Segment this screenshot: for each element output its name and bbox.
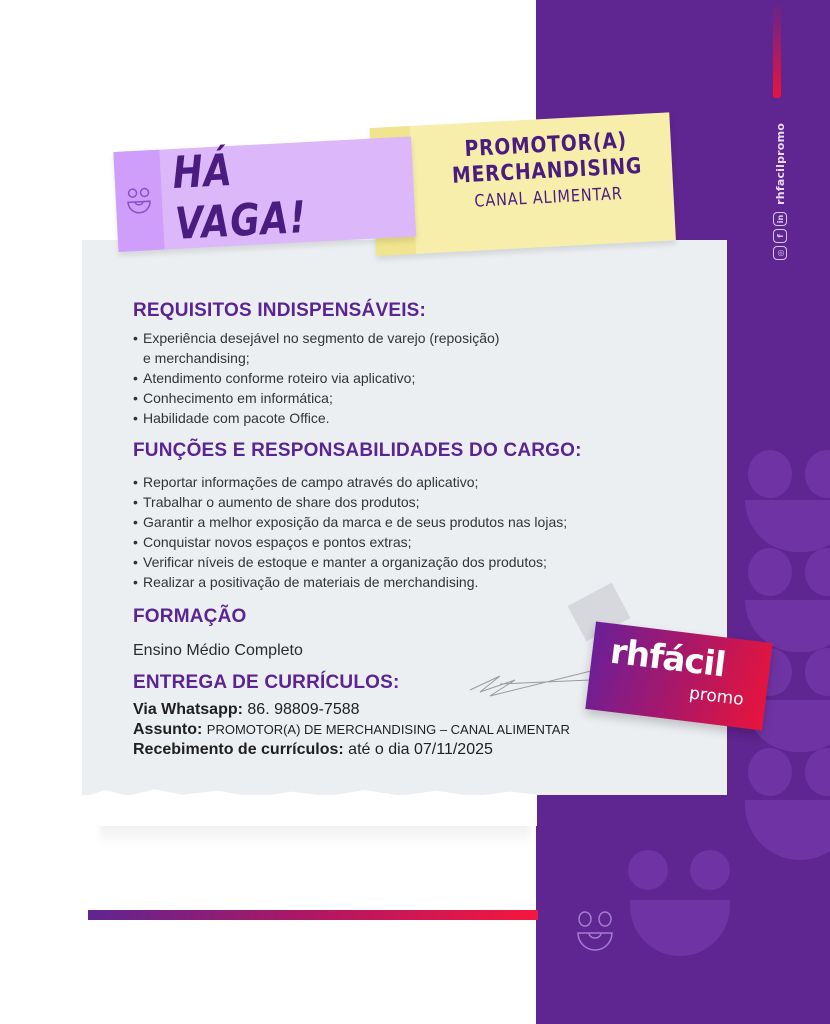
- assunto-label: Assunto:: [133, 721, 203, 738]
- instagram-icon[interactable]: ◎: [773, 246, 787, 260]
- recebimento-row: [133, 740, 693, 760]
- assunto-row: [133, 720, 693, 740]
- funcoes-heading: FUNÇÕES E RESPONSABILIDADES DO CARGO:: [133, 440, 582, 461]
- list-item: [133, 328, 693, 368]
- list-item: • Conhecimento em informática;: [133, 388, 693, 408]
- formacao-heading: FORMAÇÃO: [133, 606, 247, 627]
- ha-vaga-note: [113, 136, 416, 251]
- list-item: • Verificar níveis de estoque e manter a organização dos produtos;: [133, 552, 693, 572]
- facebook-icon[interactable]: f: [773, 229, 787, 243]
- pattern-dot: [628, 850, 668, 890]
- smiley-icon: [123, 184, 155, 218]
- gradient-divider: [88, 910, 538, 920]
- list-item: • Conquistar novos espaços e pontos extras;: [133, 532, 693, 552]
- social-handle: rhfacilpromo: [773, 123, 787, 205]
- page-title: HÁ VAGA!: [171, 144, 309, 250]
- scribble-decoration: [460, 662, 600, 706]
- list-item-text: Experiência desejável no segmento de varejo (reposição): [143, 330, 500, 346]
- entrega-heading: ENTREGA DE CURRÍCULOS:: [133, 672, 400, 693]
- list-item-continuation: e merchandising;: [143, 350, 250, 366]
- requisitos-list: [133, 328, 693, 428]
- social-strip: [770, 120, 790, 260]
- note-fold: [113, 150, 164, 252]
- pattern-dot: [748, 548, 792, 596]
- list-item: • Trabalhar o aumento de share dos produtos;: [133, 492, 693, 512]
- list-item: • Reportar informações de campo através do aplicativo;: [133, 472, 693, 492]
- recebimento-value: até o dia 07/11/2025: [348, 741, 493, 758]
- pattern-dot: [748, 748, 792, 796]
- smiley-icon: [572, 909, 618, 955]
- list-item: • Garantir a melhor exposição da marca e de seus produtos nas lojas;: [133, 512, 693, 532]
- recebimento-label: Recebimento de currículos:: [133, 741, 344, 758]
- formacao-value: Ensino Médio Completo: [133, 642, 303, 659]
- linkedin-icon[interactable]: in: [773, 212, 787, 226]
- assunto-value: PROMOTOR(A) DE MERCHANDISING – CANAL ALIMENTAR: [206, 722, 570, 737]
- whatsapp-label: Via Whatsapp:: [133, 701, 243, 718]
- brand-sub: promo: [687, 683, 745, 710]
- brand-logo: rhfácil: [608, 631, 728, 686]
- position-line-2: MERCHANDISING: [451, 153, 643, 189]
- whatsapp-number[interactable]: 86. 98809-7588: [247, 701, 360, 718]
- red-accent-bar: [773, 0, 781, 98]
- list-item: • Realizar a positivação de materiais de merchandising.: [133, 572, 693, 592]
- list-item: • Habilidade com pacote Office.: [133, 408, 693, 428]
- requisitos-heading: REQUISITOS INDISPENSÁVEIS:: [133, 300, 427, 321]
- list-item: • Atendimento conforme roteiro via aplicativo;: [133, 368, 693, 388]
- position-line-3: CANAL ALIMENTAR: [473, 183, 624, 212]
- pattern-dot: [748, 450, 792, 498]
- funcoes-list: [133, 472, 693, 592]
- pattern-dot: [690, 850, 730, 890]
- position-line-1: PROMOTOR(A): [464, 128, 628, 163]
